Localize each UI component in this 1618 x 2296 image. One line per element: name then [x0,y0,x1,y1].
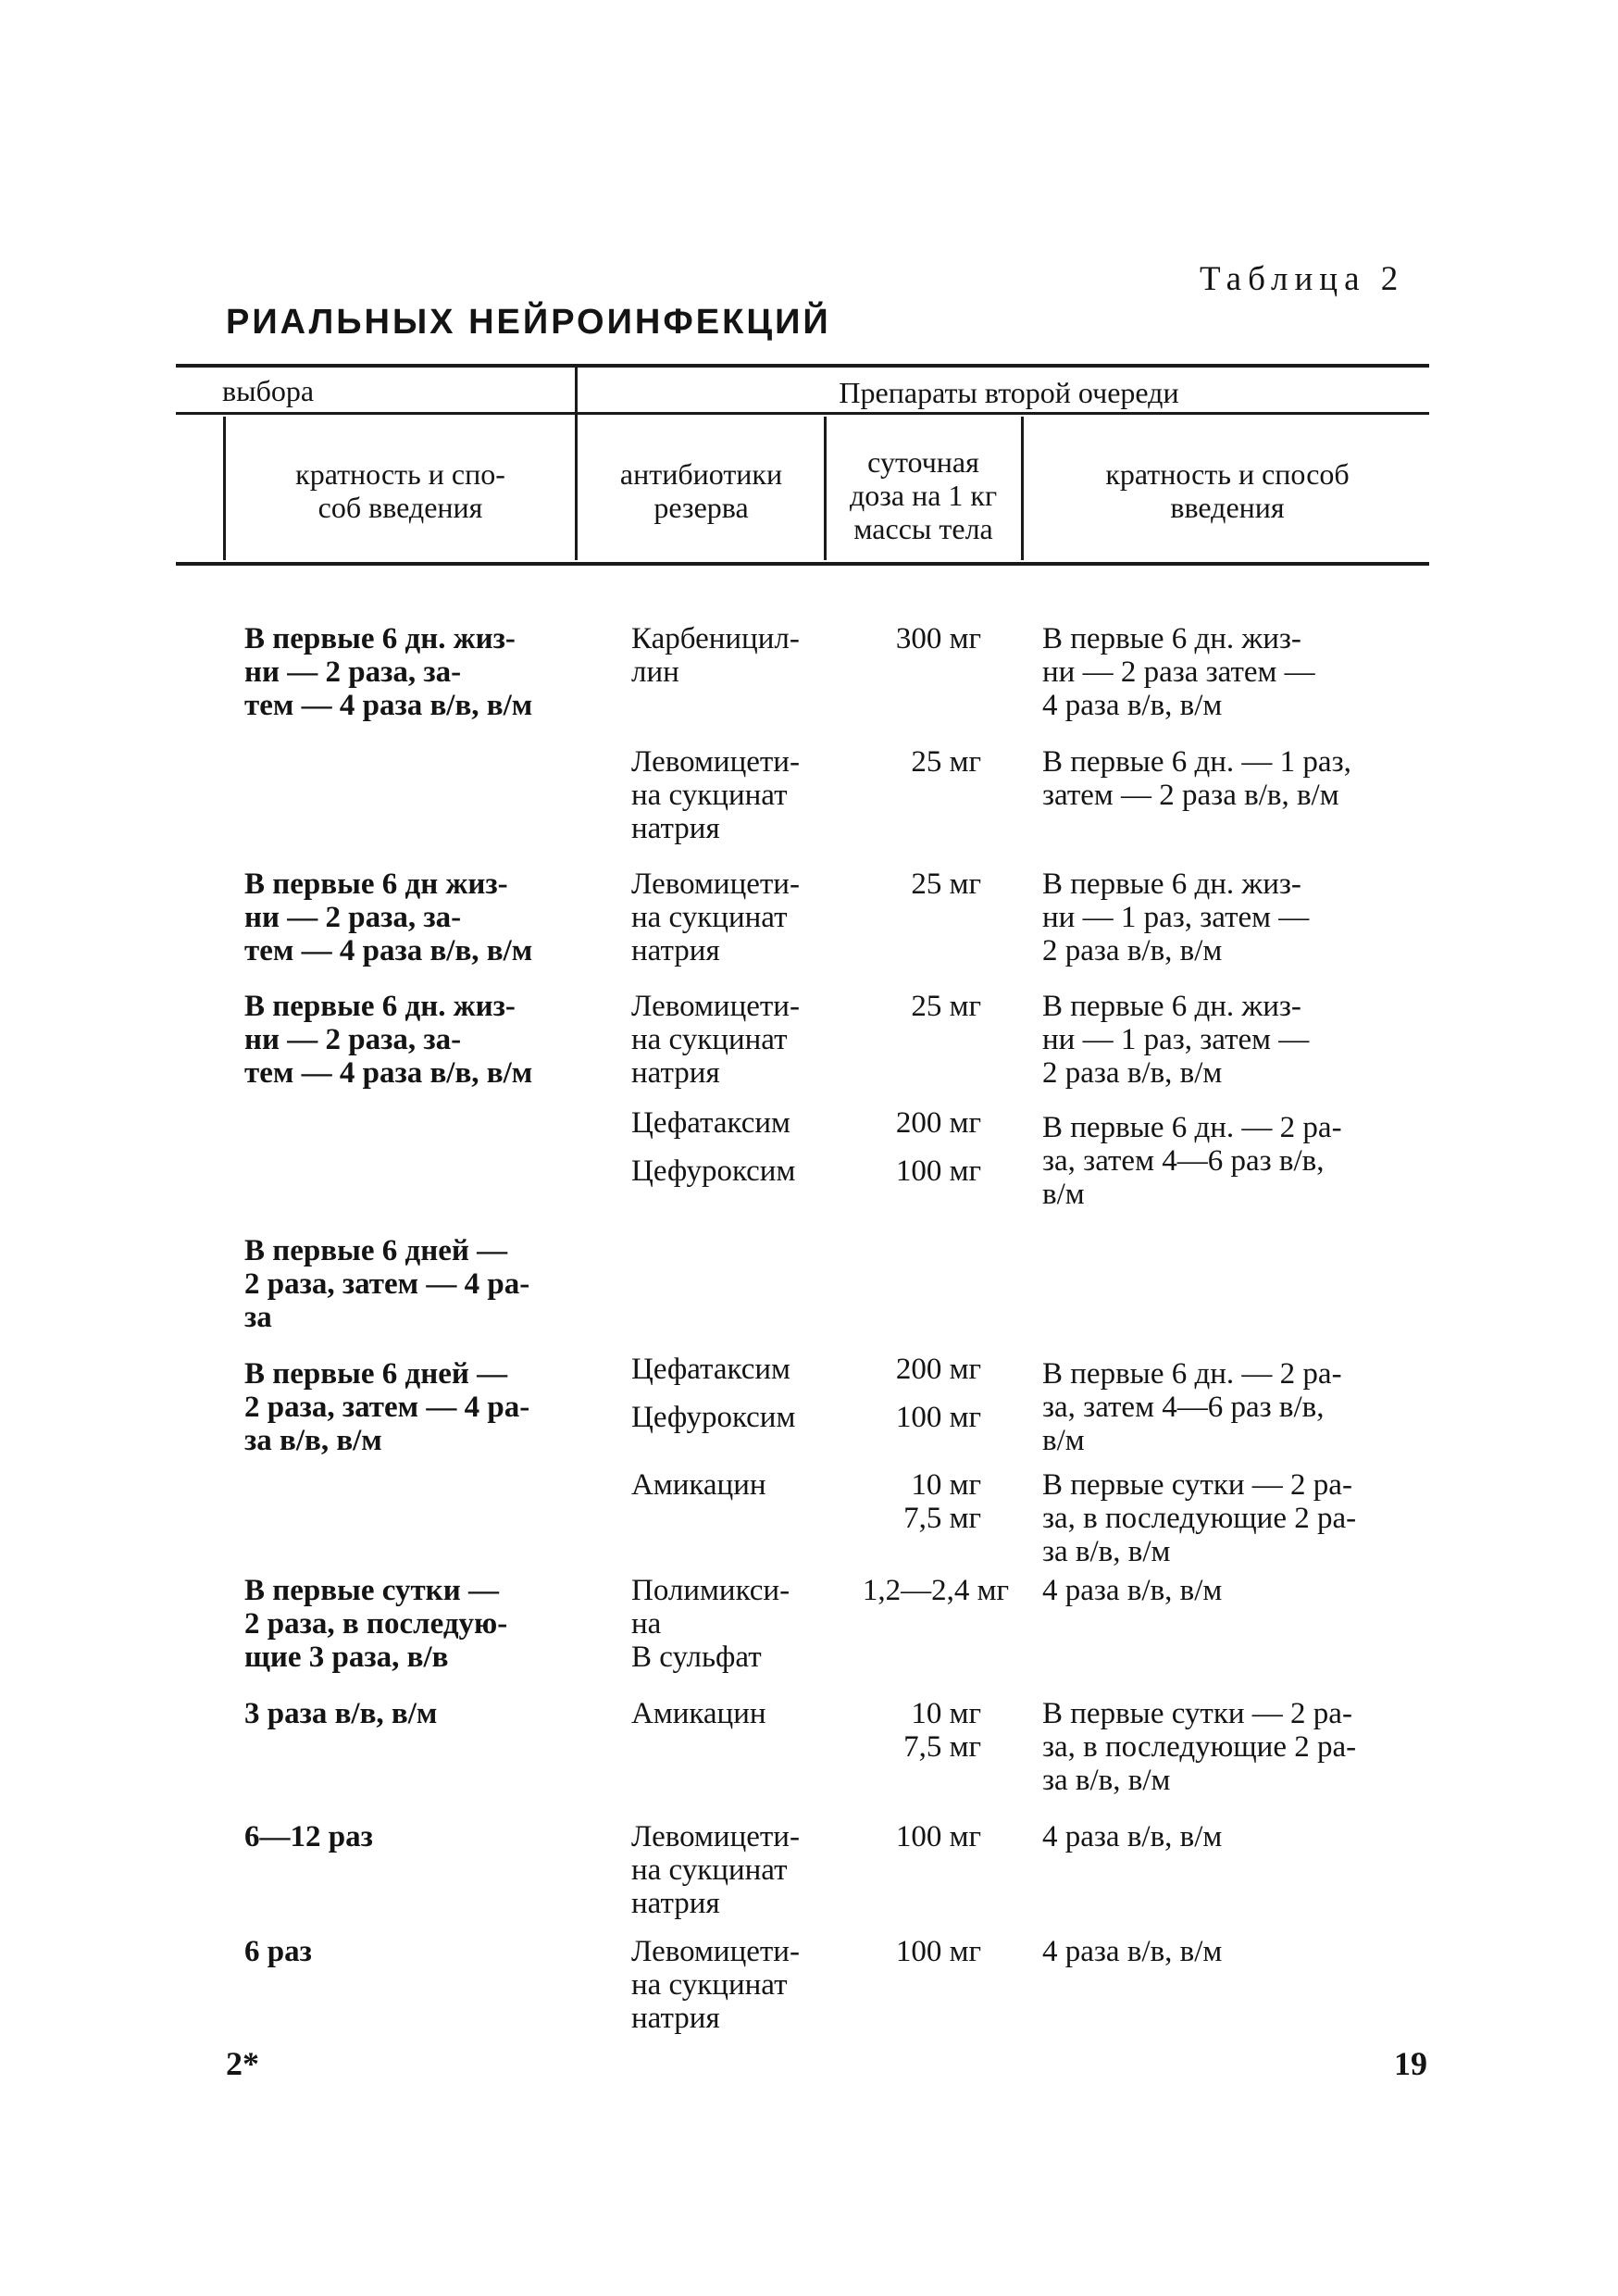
row-dose: 100 мг [895,1820,981,1853]
row-dose: 10 мг 7,5 мг [903,1697,981,1764]
row-freq2: В первые 6 дн. жиз- ни — 1 раз, затем — 2 раза в/в, в/м [1042,990,1310,1090]
row-dose: 200 мг 100 мг [895,1353,981,1434]
page-number: 19 [1394,2045,1427,2082]
row-freq1: В первые 6 дней — 2 раза, затем — 4 ра- за в/в, в/м [244,1357,530,1457]
row-drug: Амикацин [631,1697,766,1730]
table-caption: Таблица 2 [1200,260,1405,298]
header-col-antibiotics: антибиотики резерва [619,457,783,524]
row-freq1: В первые 6 дней — 2 раза, затем — 4 ра- за [244,1234,530,1334]
row-drug: Полимикси- на В сульфат [631,1574,790,1674]
row-freq1: 6 раз [244,1935,312,1968]
header-group-rule [176,412,1429,415]
header-col-freq2: кратность и способ введения [1105,457,1350,524]
row-freq1: 3 раза в/в, в/м [244,1697,438,1730]
row-freq2: 4 раза в/в, в/м [1042,1935,1223,1968]
row-freq2: 4 раза в/в, в/м [1042,1574,1223,1607]
header-col-dose: суточная доза на 1 кг массы тела [849,445,998,545]
row-freq1: В первые 6 дн жиз- ни — 2 раза, за- тем — 4 раза в/в, в/м [244,867,533,967]
row-dose: 25 мг [911,867,981,901]
footer-signature-mark: 2* [226,2045,259,2082]
row-drug: Цефатаксим Цефуроксим [631,1353,796,1434]
row-freq2: 4 раза в/в, в/м [1042,1820,1223,1853]
row-drug: Левомицети- на сукцинат натрия [631,990,800,1090]
header-group-left: выбора [222,374,315,407]
page-title: РИАЛЬНЫХ НЕЙРОИНФЕКЦИЙ [226,303,831,342]
row-drug: Левомицети- на сукцинат натрия [631,1820,800,1920]
row-drug: Левомицети- на сукцинат натрия [631,867,800,967]
row-dose: 1,2—2,4 мг [862,1574,1009,1607]
row-dose: 200 мг 100 мг [895,1106,981,1188]
row-freq1: В первые 6 дн. жиз- ни — 2 раза, за- тем — 4 раза в/в, в/м [244,622,533,722]
header-divider-3 [824,417,827,560]
row-dose: 300 мг [895,622,981,655]
row-dose: 25 мг [911,990,981,1023]
row-drug: Карбеницил- лин [631,622,800,689]
row-drug: Левомицети- на сукцинат натрия [631,745,800,845]
row-freq2: В первые 6 дн. жиз- ни — 2 раза затем — 4 раза в/в, в/м [1042,622,1315,722]
row-freq2: В первые 6 дн. — 1 раз, затем — 2 раза в/в, в/м [1042,745,1351,812]
header-col-freq1: кратность и спо- соб введения [295,457,505,524]
row-freq1: В первые 6 дн. жиз- ни — 2 раза, за- тем — 4 раза в/в, в/м [244,990,533,1090]
header-top-rule [176,364,1429,368]
header-group-right: Препараты второй очереди [839,376,1179,409]
row-dose: 10 мг 7,5 мг [903,1468,981,1535]
row-drug: Амикацин [631,1468,766,1502]
row-freq2: В первые 6 дн. — 2 ра- за, затем 4—6 раз в/в, в/м [1042,1111,1342,1211]
row-dose: 100 мг [895,1935,981,1968]
row-freq1: В первые сутки — 2 раза, в последую- щие 3 раза, в/в [244,1574,508,1674]
row-freq2: В первые 6 дн. жиз- ни — 1 раз, затем — 2 раза в/в, в/м [1042,867,1310,967]
row-freq1: 6—12 раз [244,1820,373,1853]
row-drug: Левомицети- на сукцинат натрия [631,1935,800,2035]
header-bottom-rule [176,562,1429,566]
header-divider-2 [575,368,578,560]
row-freq2: В первые 6 дн. — 2 ра- за, затем 4—6 раз в/в, в/м [1042,1357,1342,1457]
row-drug: Цефатаксим Цефуроксим [631,1106,796,1188]
row-freq2: В первые сутки — 2 ра- за, в последующие 2 ра- за в/в, в/м [1042,1468,1357,1568]
row-dose: 25 мг [911,745,981,779]
header-divider-1 [223,417,226,560]
header-divider-4 [1021,417,1024,560]
row-freq2: В первые сутки — 2 ра- за, в последующие 2 ра- за в/в, в/м [1042,1697,1357,1797]
